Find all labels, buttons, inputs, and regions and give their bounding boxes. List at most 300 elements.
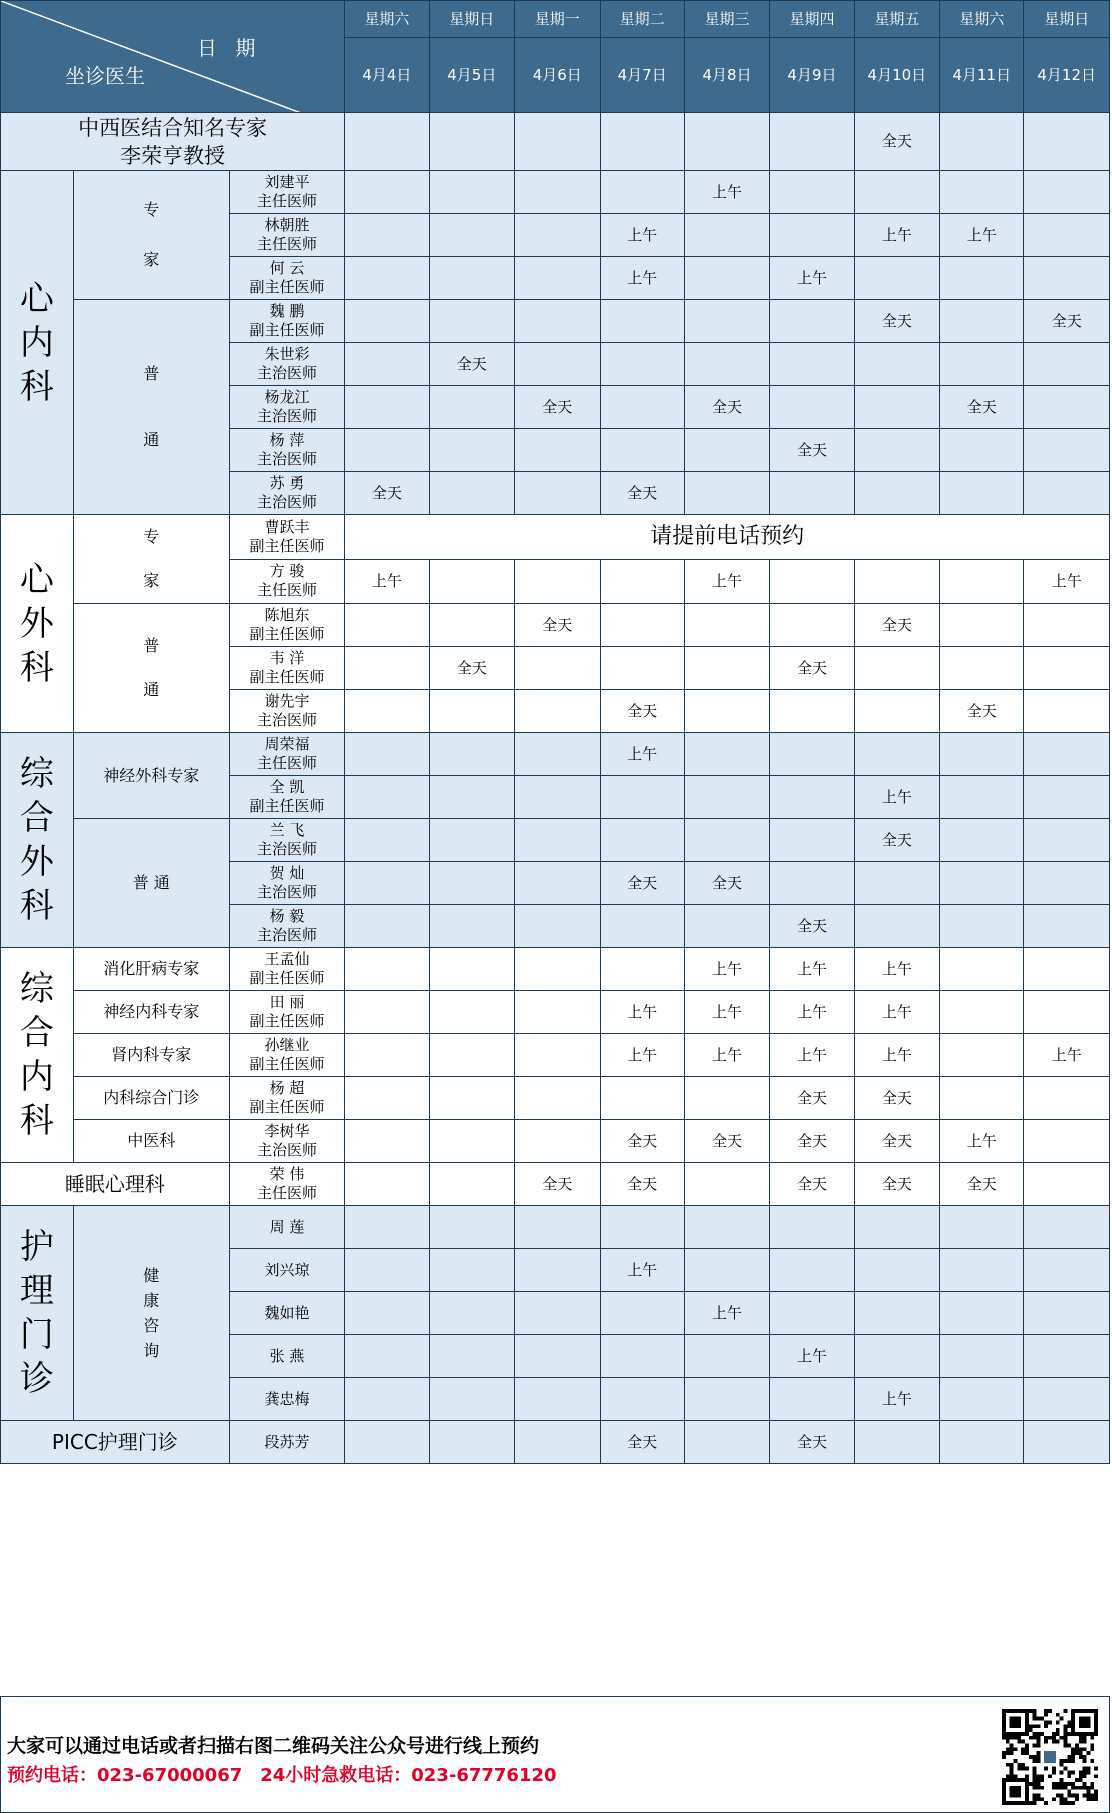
doctor-title: 主治医师 [256, 840, 317, 858]
doctor-cell [229, 604, 345, 647]
schedule-slot: 上午 [854, 776, 939, 819]
schedule-slot: 全天 [854, 300, 939, 343]
doctor-name: 杨 萍 [269, 431, 305, 449]
doctor-cell [229, 1120, 345, 1163]
schedule-slot [600, 171, 684, 214]
doctor-title: 主任医师 [256, 754, 317, 772]
schedule-slot: 全天 [515, 386, 600, 429]
table-row [1, 1120, 1110, 1163]
doctor-title: 副主任医师 [249, 536, 325, 555]
schedule-slot [600, 905, 684, 948]
doctor-cell [229, 905, 345, 948]
dept-cardiology [1, 171, 74, 515]
schedule-slot [515, 862, 600, 905]
dept-general-surgery-text: 综合外科 [19, 754, 54, 926]
schedule-slot: 全天 [600, 1120, 684, 1163]
schedule-slot [854, 1421, 939, 1464]
schedule-slot [1024, 1120, 1110, 1163]
dept-cardiology-text: 心内科 [19, 278, 54, 407]
schedule-slot [940, 604, 1024, 647]
sub-gm: 内科综合门诊 [73, 1077, 229, 1120]
table-row [1, 604, 1110, 647]
schedule-slot: 全天 [600, 472, 684, 515]
schedule-slot [345, 1034, 429, 1077]
dept-nursing-text: 护理门诊 [19, 1227, 54, 1399]
doctor-title: 主任医师 [256, 235, 317, 253]
sub-cardio-expert [73, 171, 229, 300]
schedule-slot: 全天 [854, 1120, 939, 1163]
sub-gm: 消化肝病专家 [73, 948, 229, 991]
schedule-slot [1024, 113, 1110, 171]
schedule-slot [854, 343, 939, 386]
schedule-slot: 上午 [600, 214, 684, 257]
schedule-slot: 上午 [1024, 559, 1110, 604]
schedule-slot [770, 1206, 854, 1249]
doctor-cell [229, 862, 345, 905]
doctor-cell [229, 1034, 345, 1077]
doctor-name: 龚忠梅 [264, 1389, 310, 1408]
doctor-name: 林朝胜 [264, 216, 310, 234]
schedule-slot [429, 733, 514, 776]
schedule-slot [429, 386, 514, 429]
sub-cs-expert [73, 515, 229, 604]
doctor-name: 荣 伟 [269, 1165, 305, 1183]
schedule-slot: 全天 [854, 113, 939, 171]
doctor-name: 曹跃丰 [264, 517, 310, 536]
doctor-cell [229, 472, 345, 515]
doctor-name: 苏 勇 [269, 474, 305, 492]
schedule-slot: 全天 [600, 690, 684, 733]
doctor-name: 陈旭东 [264, 606, 310, 624]
schedule-slot [515, 1378, 600, 1421]
schedule-slot [345, 948, 429, 991]
schedule-slot [429, 862, 514, 905]
schedule-slot [515, 819, 600, 862]
doctor-cell [229, 1163, 345, 1206]
schedule-slot [940, 905, 1024, 948]
weekday-header: 星期日 [429, 1, 514, 38]
table-row [1, 819, 1110, 862]
schedule-slot [600, 429, 684, 472]
header-weekday-row [1, 1, 1110, 38]
schedule-slot [854, 171, 939, 214]
schedule-slot [429, 1421, 514, 1464]
schedule-slot [600, 776, 684, 819]
schedule-slot [345, 300, 429, 343]
schedule-slot [515, 1206, 600, 1249]
schedule-slot [770, 171, 854, 214]
schedule-slot [1024, 472, 1110, 515]
schedule-slot [429, 905, 514, 948]
schedule-slot: 上午 [940, 1120, 1024, 1163]
famous-expert-label [1, 113, 345, 171]
table-row [1, 1421, 1110, 1464]
schedule-slot [770, 604, 854, 647]
table-row [1, 515, 1110, 560]
schedule-slot [770, 214, 854, 257]
schedule-slot: 上午 [600, 733, 684, 776]
doctor-name: 杨龙江 [264, 388, 310, 406]
sub-nursing [73, 1206, 229, 1421]
schedule-slot: 全天 [1024, 300, 1110, 343]
schedule-slot [770, 819, 854, 862]
schedule-slot [684, 604, 769, 647]
schedule-slot: 上午 [684, 171, 769, 214]
doctor-name: 周荣福 [264, 735, 310, 753]
doctor-name: 兰 飞 [269, 821, 305, 839]
schedule-slot [345, 1120, 429, 1163]
schedule-slot [600, 1206, 684, 1249]
schedule-slot [345, 429, 429, 472]
schedule-slot [515, 733, 600, 776]
sub-nursing-text: 健康咨询 [143, 1266, 160, 1360]
schedule-slot [515, 991, 600, 1034]
schedule-slot [600, 343, 684, 386]
schedule-slot [854, 559, 939, 604]
doctor-cell [229, 991, 345, 1034]
schedule-slot [1024, 214, 1110, 257]
doctor-title: 主任医师 [256, 581, 317, 600]
date-header: 4月6日 [515, 38, 600, 113]
qr-code-icon[interactable] [998, 1709, 1102, 1805]
schedule-slot [770, 1249, 854, 1292]
schedule-slot [345, 113, 429, 171]
schedule-slot [684, 1206, 769, 1249]
schedule-slot [429, 171, 514, 214]
schedule-slot [1024, 386, 1110, 429]
schedule-slot [940, 819, 1024, 862]
doctor-name: 周 莲 [269, 1217, 305, 1236]
schedule-slot: 全天 [770, 647, 854, 690]
schedule-slot: 上午 [600, 1249, 684, 1292]
schedule-slot [345, 819, 429, 862]
schedule-slot [600, 386, 684, 429]
schedule-slot [345, 1335, 429, 1378]
schedule-slot [345, 1077, 429, 1120]
schedule-slot [684, 1077, 769, 1120]
schedule-slot: 上午 [684, 948, 769, 991]
schedule-slot [515, 1034, 600, 1077]
schedule-slot [940, 113, 1024, 171]
date-header: 4月12日 [1024, 38, 1110, 113]
schedule-slot [684, 300, 769, 343]
schedule-slot [1024, 429, 1110, 472]
schedule-slot [515, 214, 600, 257]
schedule-slot: 全天 [770, 1163, 854, 1206]
schedule-slot: 全天 [854, 819, 939, 862]
schedule-slot [1024, 604, 1110, 647]
date-header: 4月7日 [600, 38, 684, 113]
schedule-slot [429, 559, 514, 604]
schedule-slot [600, 948, 684, 991]
schedule-slot: 全天 [684, 1120, 769, 1163]
schedule-slot [345, 604, 429, 647]
schedule-slot [684, 1249, 769, 1292]
schedule-slot [429, 1120, 514, 1163]
doctor-label: 坐诊医生 [65, 64, 145, 88]
doctor-name: 杨 超 [269, 1079, 305, 1097]
schedule-slot [600, 1378, 684, 1421]
schedule-slot [1024, 1077, 1110, 1120]
schedule-slot [429, 113, 514, 171]
schedule-slot: 全天 [940, 690, 1024, 733]
schedule-slot: 全天 [345, 472, 429, 515]
doctor-name: 谢先宇 [264, 692, 310, 710]
schedule-slot: 全天 [684, 386, 769, 429]
doctor-title: 副主任医师 [249, 797, 325, 815]
doctor-name: 刘建平 [264, 173, 310, 191]
date-header: 4月10日 [854, 38, 939, 113]
sub-cs-general-text: 普通 [143, 636, 160, 699]
schedule-slot [854, 690, 939, 733]
schedule-slot: 上午 [854, 214, 939, 257]
schedule-slot [854, 1249, 939, 1292]
schedule-slot [429, 257, 514, 300]
date-header: 4月8日 [684, 38, 769, 113]
doctor-title: 主治医师 [256, 364, 317, 382]
sub-cs-expert-text: 专家 [143, 527, 160, 590]
schedule-slot: 上午 [345, 559, 429, 604]
schedule-slot [684, 905, 769, 948]
schedule-slot [345, 776, 429, 819]
schedule-slot [684, 733, 769, 776]
schedule-slot [429, 1077, 514, 1120]
schedule-slot: 上午 [770, 948, 854, 991]
schedule-slot [345, 257, 429, 300]
schedule-slot [515, 1421, 600, 1464]
schedule-slot [1024, 905, 1110, 948]
doctor-name: 何 云 [269, 259, 305, 277]
schedule-slot [345, 343, 429, 386]
schedule-slot [345, 1249, 429, 1292]
schedule-slot [770, 1292, 854, 1335]
doctor-name: 李树华 [264, 1122, 310, 1140]
schedule-slot [345, 862, 429, 905]
schedule-slot [429, 776, 514, 819]
doctor-title: 主治医师 [256, 1141, 317, 1159]
schedule-slot: 全天 [770, 1120, 854, 1163]
doctor-cell [229, 819, 345, 862]
doctor-title: 副主任医师 [249, 278, 325, 296]
schedule-slot [770, 472, 854, 515]
schedule-slot [770, 113, 854, 171]
schedule-slot [600, 819, 684, 862]
schedule-slot [1024, 1206, 1110, 1249]
schedule-slot [345, 1163, 429, 1206]
doctor-name: 魏如艳 [264, 1303, 310, 1322]
schedule-slot: 上午 [854, 1034, 939, 1077]
weekday-header: 星期六 [940, 1, 1024, 38]
schedule-slot [1024, 343, 1110, 386]
schedule-slot [1024, 862, 1110, 905]
schedule-slot [515, 1077, 600, 1120]
doctor-title: 主治医师 [256, 926, 317, 944]
doctor-cell [229, 515, 345, 560]
picc-clinic-label: PICC护理门诊 [1, 1421, 230, 1464]
sub-cardio-expert-text: 专家 [143, 200, 160, 269]
date-header: 4月9日 [770, 38, 854, 113]
doctor-cell [229, 300, 345, 343]
schedule-slot [345, 1421, 429, 1464]
schedule-slot [940, 991, 1024, 1034]
doctor-cell [229, 1292, 345, 1335]
doctor-cell [229, 733, 345, 776]
schedule-slot [854, 733, 939, 776]
doctor-name: 杨 毅 [269, 907, 305, 925]
doctor-name: 王孟仙 [264, 950, 310, 968]
schedule-slot [940, 472, 1024, 515]
schedule-slot [1024, 1335, 1110, 1378]
schedule-slot [429, 1378, 514, 1421]
schedule-slot [770, 300, 854, 343]
doctor-cell [229, 1077, 345, 1120]
schedule-slot [940, 1378, 1024, 1421]
date-header: 4月5日 [429, 38, 514, 113]
schedule-slot [854, 472, 939, 515]
doctor-name: 全 凯 [269, 778, 305, 796]
schedule-slot: 全天 [429, 343, 514, 386]
schedule-slot [940, 343, 1024, 386]
schedule-slot [770, 386, 854, 429]
schedule-slot: 上午 [684, 1292, 769, 1335]
schedule-slot [345, 1206, 429, 1249]
weekday-header: 星期三 [684, 1, 769, 38]
schedule-slot [600, 300, 684, 343]
schedule-slot [429, 991, 514, 1034]
schedule-slot: 上午 [940, 214, 1024, 257]
schedule-slot: 全天 [854, 1077, 939, 1120]
schedule-slot [429, 1292, 514, 1335]
schedule-slot: 全天 [770, 1421, 854, 1464]
doctor-cell [229, 1421, 345, 1464]
schedule-slot: 全天 [684, 862, 769, 905]
schedule-slot [940, 948, 1024, 991]
schedule-slot [684, 214, 769, 257]
schedule-slot [684, 776, 769, 819]
schedule-slot [429, 819, 514, 862]
doctor-cell [229, 214, 345, 257]
schedule-slot: 上午 [600, 257, 684, 300]
schedule-slot [429, 1206, 514, 1249]
phone-appointment-note: 请提前电话预约 [345, 515, 1110, 560]
schedule-slot [429, 1163, 514, 1206]
schedule-slot [600, 1077, 684, 1120]
sub-gm: 神经内科专家 [73, 991, 229, 1034]
doctor-cell [229, 1249, 345, 1292]
schedule-slot [940, 1292, 1024, 1335]
date-header: 4月11日 [940, 38, 1024, 113]
schedule-slot [515, 1249, 600, 1292]
doctor-name: 韦 洋 [269, 649, 305, 667]
schedule-slot: 全天 [940, 386, 1024, 429]
doctor-title: 主治医师 [256, 883, 317, 901]
doctor-cell [229, 776, 345, 819]
schedule-slot [1024, 171, 1110, 214]
schedule-slot [854, 647, 939, 690]
schedule-slot [515, 948, 600, 991]
schedule-slot [1024, 690, 1110, 733]
sub-neuro-surgery: 神经外科专家 [73, 733, 229, 819]
schedule-slot [1024, 1249, 1110, 1292]
schedule-slot [1024, 948, 1110, 991]
schedule-slot [940, 647, 1024, 690]
doctor-title: 副主任医师 [249, 1098, 325, 1116]
schedule-slot [940, 1077, 1024, 1120]
table-row [1, 171, 1110, 214]
sub-gm: 肾内科专家 [73, 1034, 229, 1077]
sub-cardio-general [73, 300, 229, 515]
schedule-slot [345, 1378, 429, 1421]
schedule-slot: 上午 [770, 257, 854, 300]
schedule-slot: 全天 [854, 604, 939, 647]
schedule-slot: 上午 [684, 991, 769, 1034]
schedule-slot [1024, 257, 1110, 300]
schedule-slot: 全天 [429, 647, 514, 690]
schedule-slot [1024, 1378, 1110, 1421]
schedule-slot [429, 948, 514, 991]
table-row [1, 948, 1110, 991]
schedule-slot [515, 113, 600, 171]
schedule-slot [515, 559, 600, 604]
table-row [1, 113, 1110, 171]
schedule-slot [854, 905, 939, 948]
doctor-title: 主任医师 [256, 1184, 317, 1202]
schedule-slot [770, 559, 854, 604]
schedule-slot: 上午 [854, 1378, 939, 1421]
schedule-slot [429, 300, 514, 343]
dept-general-medicine-text: 综合内科 [19, 969, 54, 1141]
schedule-slot: 全天 [515, 604, 600, 647]
schedule-slot [940, 1206, 1024, 1249]
schedule-slot [345, 647, 429, 690]
dept-cardiac-surgery-text: 心外科 [19, 559, 54, 688]
doctor-title: 主治医师 [256, 450, 317, 468]
sub-cardio-general-text: 普通 [143, 364, 160, 449]
schedule-slot [940, 300, 1024, 343]
schedule-slot [600, 1292, 684, 1335]
schedule-slot [600, 113, 684, 171]
schedule-slot [345, 991, 429, 1034]
doctor-title: 副主任医师 [249, 668, 325, 686]
schedule-slot: 全天 [854, 1163, 939, 1206]
weekday-header: 星期一 [515, 1, 600, 38]
schedule-slot [429, 604, 514, 647]
schedule-slot [429, 1335, 514, 1378]
table-row [1, 1206, 1110, 1249]
doctor-cell [229, 559, 345, 604]
schedule-slot [940, 862, 1024, 905]
schedule-slot [684, 1378, 769, 1421]
schedule-slot [770, 776, 854, 819]
schedule-slot: 全天 [940, 1163, 1024, 1206]
weekday-header: 星期四 [770, 1, 854, 38]
schedule-slot: 上午 [684, 1034, 769, 1077]
doctor-title: 主治医师 [256, 711, 317, 729]
schedule-slot [684, 819, 769, 862]
footer-instructions: 大家可以通过电话或者扫描右图二维码关注公众号进行线上预约 [7, 1735, 540, 1757]
doctor-cell [229, 343, 345, 386]
dept-general-medicine [1, 948, 74, 1163]
schedule-slot [600, 604, 684, 647]
doctor-title: 副主任医师 [249, 321, 325, 339]
schedule-slot: 上午 [854, 991, 939, 1034]
doctor-title: 副主任医师 [249, 1055, 325, 1073]
doctor-name: 朱世彩 [264, 345, 310, 363]
schedule-slot [345, 214, 429, 257]
schedule-slot [429, 429, 514, 472]
schedule-slot [515, 1335, 600, 1378]
table-row [1, 733, 1110, 776]
